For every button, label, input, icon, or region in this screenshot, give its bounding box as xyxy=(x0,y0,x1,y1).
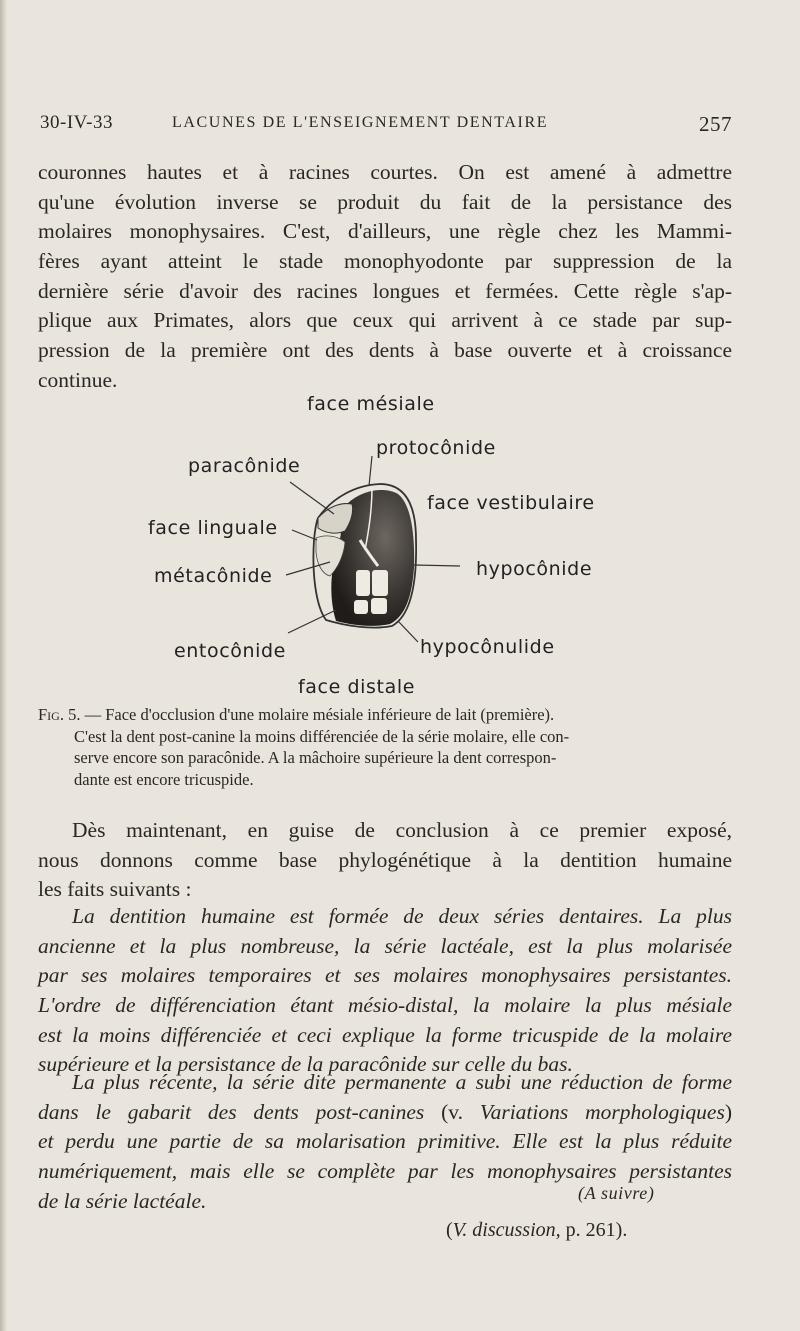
label-face-linguale: face linguale xyxy=(148,517,278,539)
text-line: pression de la première ont des dents à base ouverte et à croissance xyxy=(38,338,732,363)
leader-hypoconulide xyxy=(398,621,418,642)
paragraph-3 xyxy=(38,902,732,1080)
discussion-italic: V. discussion, xyxy=(452,1219,561,1241)
to-be-continued: (A suivre) xyxy=(578,1183,655,1203)
leader-paraconide xyxy=(290,482,334,514)
text-line: La dentition humaine est formée de deux séries dentaires. La plus xyxy=(72,904,732,928)
caption-text: — Face d'occlusion d'une molaire mésiale inférieure de lait (première). xyxy=(80,705,555,724)
leader-linguale xyxy=(292,530,317,540)
text-line: supérieure et la persistance de la paracônide sur celle du bas. xyxy=(38,1052,573,1077)
text-line: numériquement, mais elle se complète par les monophysaires persistantes xyxy=(38,1159,732,1184)
reference-title: Variations morphologiques xyxy=(479,1099,725,1124)
running-header xyxy=(40,112,732,142)
paragraph-2 xyxy=(38,816,732,905)
label-face-vestibulaire: face vestibulaire xyxy=(427,492,595,514)
label-hypoconide: hypocônide xyxy=(476,558,593,580)
text-line: ancienne et la plus nombreuse, la série lactéale, est la plus molarisée xyxy=(38,933,732,958)
text-line: molaires monophysaires. C'est, d'ailleurs, une règle chez les Mammi- xyxy=(38,219,732,244)
text-line: nous donnons comme base phylogénétique à la dentition humaine xyxy=(38,847,732,872)
text-line: par ses molaires temporaires et ses molaires monophysaires persistantes. xyxy=(38,963,732,988)
pit-distal-1 xyxy=(356,570,370,596)
text-line: couronnes hautes et à racines courtes. On est amené à admettre xyxy=(38,160,732,184)
text-line: est la moins différenciée et ceci explique la forme tricuspide de la molaire xyxy=(38,1022,732,1047)
figure-caption xyxy=(38,704,732,790)
discussion-open: ( xyxy=(446,1219,453,1241)
text-line: plique aux Primates, alors que ceux qui arrivent à ce stade par sup- xyxy=(38,308,732,333)
caption-fig-label: Fig. 5. xyxy=(38,705,81,724)
figure-molar-diagram xyxy=(140,390,620,705)
text-line: fères ayant atteint le stade monophyodonte par suppression de la xyxy=(38,249,732,274)
reference-close: ) xyxy=(724,1099,732,1124)
pit-distal-3 xyxy=(354,600,368,614)
text-line: dernière série d'avoir des racines longues et fermées. Cette règle s'ap- xyxy=(38,278,732,303)
reference-open: (v. xyxy=(441,1099,480,1124)
caption-line: dante est encore tricuspide. xyxy=(74,769,254,789)
header-title: LACUNES DE L'ENSEIGNEMENT DENTAIRE xyxy=(172,114,549,131)
label-face-mesiale: face mésiale xyxy=(307,393,435,415)
header-date: 30-IV-33 xyxy=(40,112,113,133)
pit-distal-2 xyxy=(372,570,388,596)
page-number: 257 xyxy=(699,112,732,136)
page-edge-shadow xyxy=(0,0,7,1331)
pit-distal-4 xyxy=(371,598,387,614)
label-protoconide: protocônide xyxy=(376,437,496,459)
text-line: les faits suivants : xyxy=(38,877,192,902)
text-span: dans le gabarit des dents post-canines xyxy=(38,1099,425,1124)
text-line: de la série lactéale. xyxy=(38,1188,207,1213)
text-line: La plus récente, la série dite permanente a subi une réduction de forme xyxy=(72,1070,732,1094)
label-face-distale: face distale xyxy=(298,676,416,698)
caption-line: C'est la dent post-canine la moins différenciée de la série molaire, elle con- xyxy=(74,726,570,746)
label-hypoconulide: hypocônulide xyxy=(420,636,555,658)
caption-line: serve encore son paracônide. A la mâchoire supérieure la dent correspon- xyxy=(74,748,557,767)
label-entoconide: entocônide xyxy=(174,640,286,662)
leader-hypoconide xyxy=(414,565,460,566)
text-line: Dès maintenant, en guise de conclusion à ce premier exposé, xyxy=(72,818,732,842)
caption-line xyxy=(38,704,732,726)
text-line: L'ordre de différenciation étant mésio-distal, la molaire la plus mésiale xyxy=(38,993,732,1018)
label-paraconide: paracônide xyxy=(188,455,301,477)
discussion-rest: p. 261). xyxy=(560,1219,628,1241)
text-line: et perdu une partie de sa molarisation primitive. Elle est la plus réduite xyxy=(38,1129,732,1154)
discussion-reference xyxy=(446,1219,627,1242)
leader-protoconide xyxy=(369,456,372,486)
paragraph-1 xyxy=(38,158,732,396)
text-line: qu'une évolution inverse se produit du fait de la persistance des xyxy=(38,189,732,214)
text-line: continue. xyxy=(38,367,118,392)
text-line xyxy=(38,1098,732,1128)
label-metaconide: métacônide xyxy=(154,565,273,587)
